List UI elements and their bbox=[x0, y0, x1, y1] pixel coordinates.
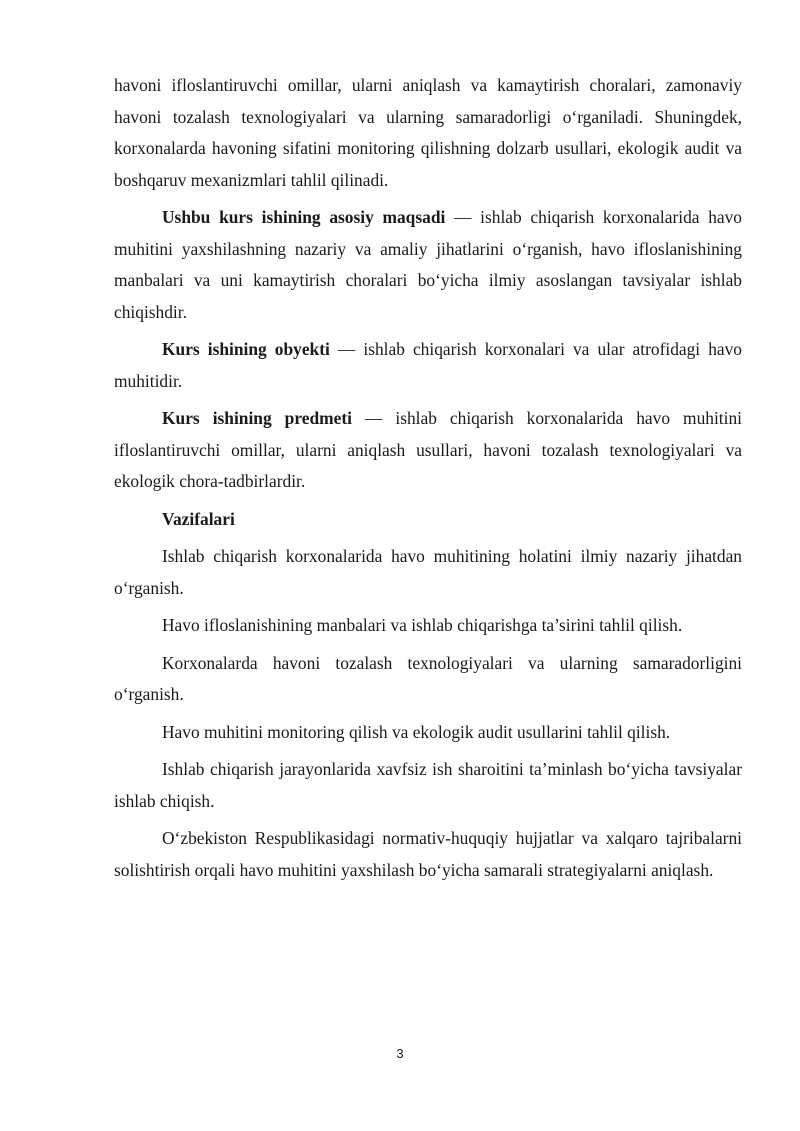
section-heading: Vazifalari bbox=[162, 508, 235, 529]
section-heading-tasks bbox=[114, 504, 742, 536]
task-item bbox=[114, 717, 742, 749]
paragraph-intro-continuation bbox=[114, 70, 742, 196]
task-text: Havo muhitini monitoring qilish va ekologik audit usullarini tahlil qilish. bbox=[162, 721, 671, 742]
paragraph-lead: Kurs ishining predmeti bbox=[162, 408, 352, 428]
task-text: Korxonalarda havoni tozalash texnologiyalari va ularning samaradorligini o‘rganish. bbox=[114, 652, 742, 704]
document-body bbox=[114, 70, 742, 892]
page-number: 3 bbox=[396, 1046, 404, 1061]
task-item bbox=[114, 754, 742, 817]
task-item bbox=[114, 541, 742, 604]
paragraph-text: — ishlab chiqarish korxonalarida havo muhitini yaxshilashning nazariy va amaliy jihatlarini o‘rganish, havo ifloslanishining manbalari va uni kamaytirish choralari bo‘yicha ilmiy asoslangan tavsiyalar ishlab chiqishdir. bbox=[114, 207, 743, 322]
task-text: O‘zbekiston Respublikasidagi normativ-huquqiy hujjatlar va xalqaro tajribalarni solishtirish orqali havo muhitini yaxshilash bo‘yicha samarali strategiyalarni aniqlash. bbox=[114, 828, 742, 880]
paragraph-text: havoni ifloslantiruvchi omillar, ularni aniqlash va kamaytirish choralari, zamonaviy havoni tozalash texnologiyalari va ularning samaradorligi o‘rganiladi. Shuningdek, korxonalarda havoning sifatini monitoring qilishning dolzarb usullari, ekologik audit va boshqaruv mexanizmlari tahlil qilinadi. bbox=[114, 75, 742, 190]
paragraph-lead: Ushbu kurs ishining asosiy maqsadi bbox=[162, 207, 446, 227]
paragraph-subject bbox=[114, 403, 742, 498]
paragraph-goal bbox=[114, 202, 742, 328]
task-item bbox=[114, 823, 742, 886]
paragraph-lead: Kurs ishining obyekti bbox=[162, 339, 330, 359]
paragraph-object bbox=[114, 334, 742, 397]
paragraph-text: — ishlab chiqarish korxonalarida havo muhitini ifloslantiruvchi omillar, ularni aniqlash usullari, havoni tozalash texnologiyalari va ekologik chora-tadbirlardir. bbox=[114, 408, 742, 491]
task-item bbox=[114, 648, 742, 711]
task-text: Havo ifloslanishining manbalari va ishlab chiqarishga ta’sirini tahlil qilish. bbox=[162, 615, 683, 635]
task-text: Ishlab chiqarish jarayonlarida xavfsiz ish sharoitini ta’minlash bo‘yicha tavsiyalar ishlab chiqish. bbox=[114, 759, 742, 811]
task-item bbox=[114, 610, 742, 642]
task-text: Ishlab chiqarish korxonalarida havo muhitining holatini ilmiy nazariy jihatdan o‘rganish. bbox=[114, 546, 742, 598]
paragraph-text: — ishlab chiqarish korxonalari va ular atrofidagi havo muhitidir. bbox=[114, 339, 742, 391]
